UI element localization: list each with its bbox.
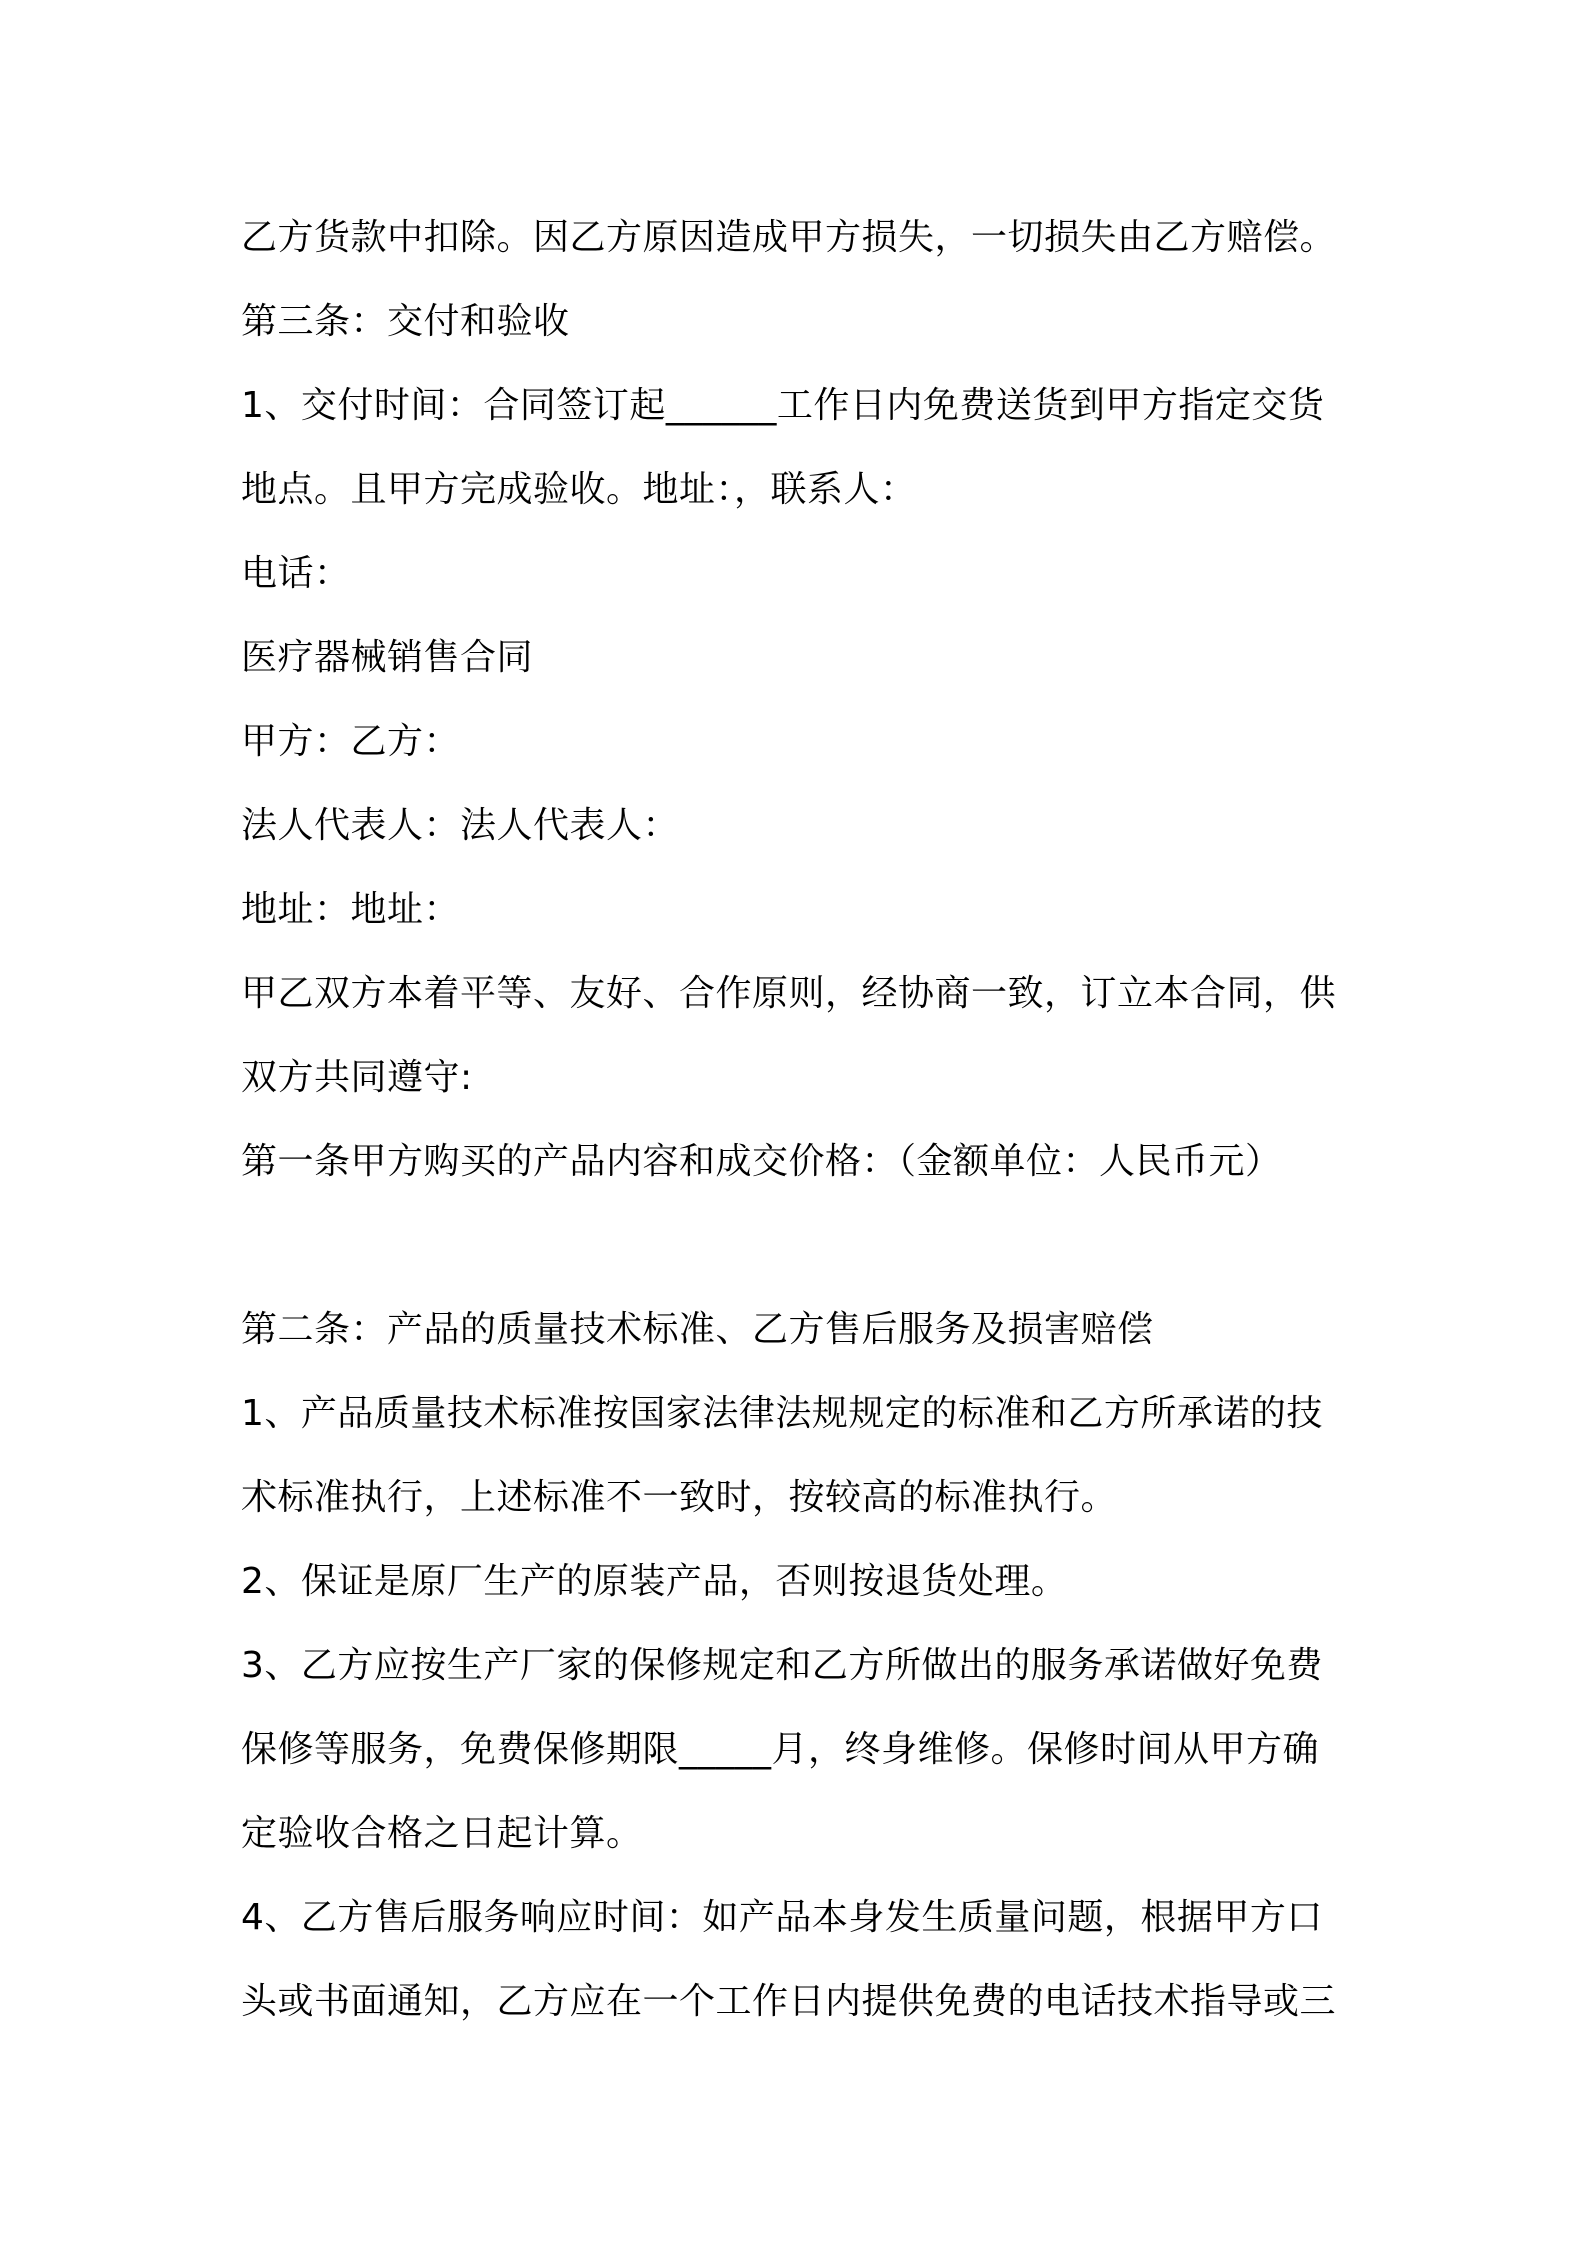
paragraph-line: 1、交付时间：合同签订起______工作日内免费送货到甲方指定交货: [241, 385, 1325, 426]
paragraph-line: 4、乙方售后服务响应时间：如产品本身发生质量问题，根据甲方口: [241, 1897, 1323, 1938]
phone-field-label: 电话：: [241, 553, 351, 594]
paragraph-line: 1、产品质量技术标准按国家法律法规规定的标准和乙方所承诺的技: [241, 1393, 1323, 1434]
paragraph-line: 术标准执行，上述标准不一致时，按较高的标准执行。: [241, 1477, 1118, 1518]
paragraph-line: 甲乙双方本着平等、友好、合作原则，经协商一致，订立本合同，供: [241, 973, 1337, 1014]
paragraph-line: 乙方货款中扣除。因乙方原因造成甲方损失，一切损失由乙方赔偿。: [241, 217, 1337, 258]
legal-representative-line: 法人代表人：法人代表人：: [241, 805, 680, 846]
section-heading-article-2: 第二条：产品的质量技术标准、乙方售后服务及损害赔偿: [241, 1309, 1154, 1350]
address-line: 地址：地址：: [241, 889, 461, 930]
document-body: [241, 196, 1361, 2044]
paragraph-line: 地点。且甲方完成验收。地址：，联系人：: [241, 469, 917, 510]
section-heading-article-3: 第三条：交付和验收: [241, 301, 570, 342]
paragraph-line: 3、乙方应按生产厂家的保修规定和乙方所做出的服务承诺做好免费: [241, 1645, 1323, 1686]
section-heading-article-1: 第一条甲方购买的产品内容和成交价格：（金额单位：人民币元）: [241, 1141, 1282, 1182]
document-title: 医疗器械销售合同: [241, 637, 534, 678]
paragraph-line: 头或书面通知，乙方应在一个工作日内提供免费的电话技术指导或三: [241, 1981, 1337, 2022]
paragraph-line: 双方共同遵守:: [241, 1057, 473, 1098]
blank-line: [241, 1204, 1361, 1288]
paragraph-line: 2、保证是原厂生产的原装产品，否则按退货处理。: [241, 1561, 1068, 1602]
paragraph-line: 保修等服务，免费保修期限_____月，终身维修。保修时间从甲方确: [241, 1729, 1320, 1770]
parties-line: 甲方：乙方：: [241, 721, 461, 762]
paragraph-line: 定验收合格之日起计算。: [241, 1813, 643, 1854]
